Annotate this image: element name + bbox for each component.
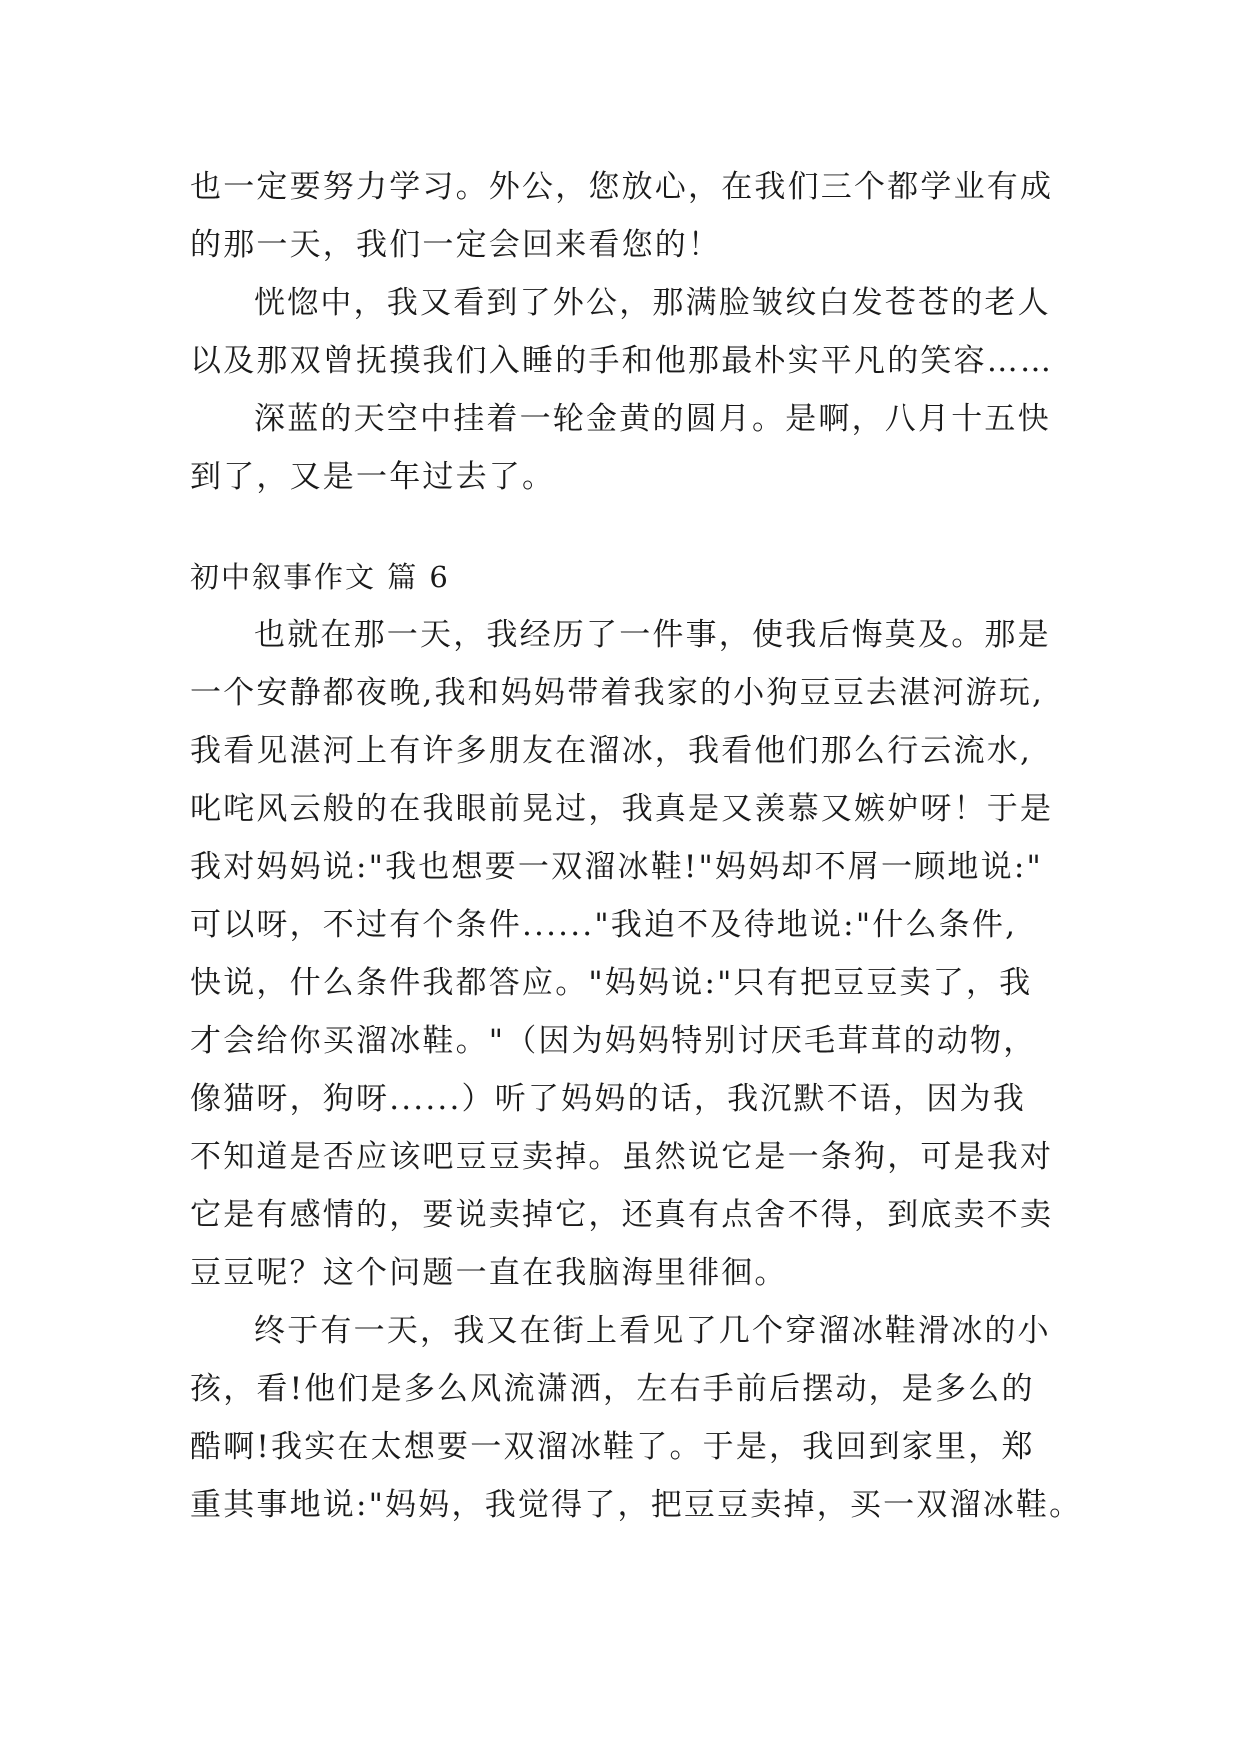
paragraph-line: 它是有感情的，要说卖掉它，还真有点舍不得，到底卖不卖 — [190, 1197, 1054, 1233]
essay-heading: 初中叙事作文 篇 6 — [190, 560, 450, 594]
paragraph-line: 也一定要努力学习。外公，您放心，在我们三个都学业有成 — [190, 169, 1054, 205]
document-content — [190, 158, 1083, 1534]
paragraph-line: 快说，什么条件我都答应。"妈妈说:"只有把豆豆卖了，我 — [190, 965, 1033, 1001]
paragraph-line: 一个安静都夜晚,我和妈妈带着我家的小狗豆豆去湛河游玩, — [190, 675, 1045, 711]
paragraph-line: 酷啊!我实在太想要一双溜冰鞋了。于是，我回到家里，郑 — [190, 1429, 1035, 1465]
essay-body — [190, 606, 1083, 1534]
paragraph-line: 才会给你买溜冰鞋。"（因为妈妈特别讨厌毛茸茸的动物， — [190, 1023, 1037, 1059]
paragraph-line: 深蓝的天空中挂着一轮金黄的圆月。是啊，八月十五快 — [254, 401, 1051, 437]
paragraph-line: 以及那双曾抚摸我们入睡的手和他那最朴实平凡的笑容…… — [190, 343, 1054, 379]
paragraph-line: 豆豆呢？这个问题一直在我脑海里徘徊。 — [190, 1255, 788, 1291]
section-gap — [190, 506, 1050, 548]
paragraph-line: 终于有一天，我又在街上看见了几个穿溜冰鞋滑冰的小 — [254, 1313, 1051, 1349]
paragraph-line: 可以呀，不过有个条件......"我迫不及待地说:"什么条件, — [190, 907, 1018, 943]
paragraph-line: 也就在那一天，我经历了一件事，使我后悔莫及。那是 — [254, 617, 1051, 653]
paragraph-line: 孩，看!他们是多么风流潇洒，左右手前后摆动，是多么的 — [190, 1371, 1035, 1407]
paragraph-line: 的那一天，我们一定会回来看您的！ — [190, 227, 722, 263]
paragraph-line: 不知道是否应该吧豆豆卖掉。虽然说它是一条狗，可是我对 — [190, 1139, 1054, 1175]
paragraph-line: 叱咤风云般的在我眼前晃过，我真是又羡慕又嫉妒呀！于是 — [190, 791, 1054, 827]
paragraph-line: 到了，又是一年过去了。 — [190, 459, 556, 495]
paragraph-line: 我看见湛河上有许多朋友在溜冰，我看他们那么行云流水, — [190, 733, 1033, 769]
paragraph-line: 重其事地说:"妈妈，我觉得了，把豆豆卖掉，买一双溜冰鞋。 — [190, 1487, 1083, 1523]
paragraph-line: 恍惚中，我又看到了外公，那满脸皱纹白发苍苍的老人 — [254, 285, 1051, 321]
paragraph-line: 我对妈妈说:"我也想要一双溜冰鞋!"妈妈却不屑一顾地说:" — [190, 849, 1043, 885]
previous-essay-ending — [190, 158, 1054, 506]
paragraph-line: 像猫呀，狗呀......）听了妈妈的话，我沉默不语，因为我 — [190, 1081, 1026, 1117]
